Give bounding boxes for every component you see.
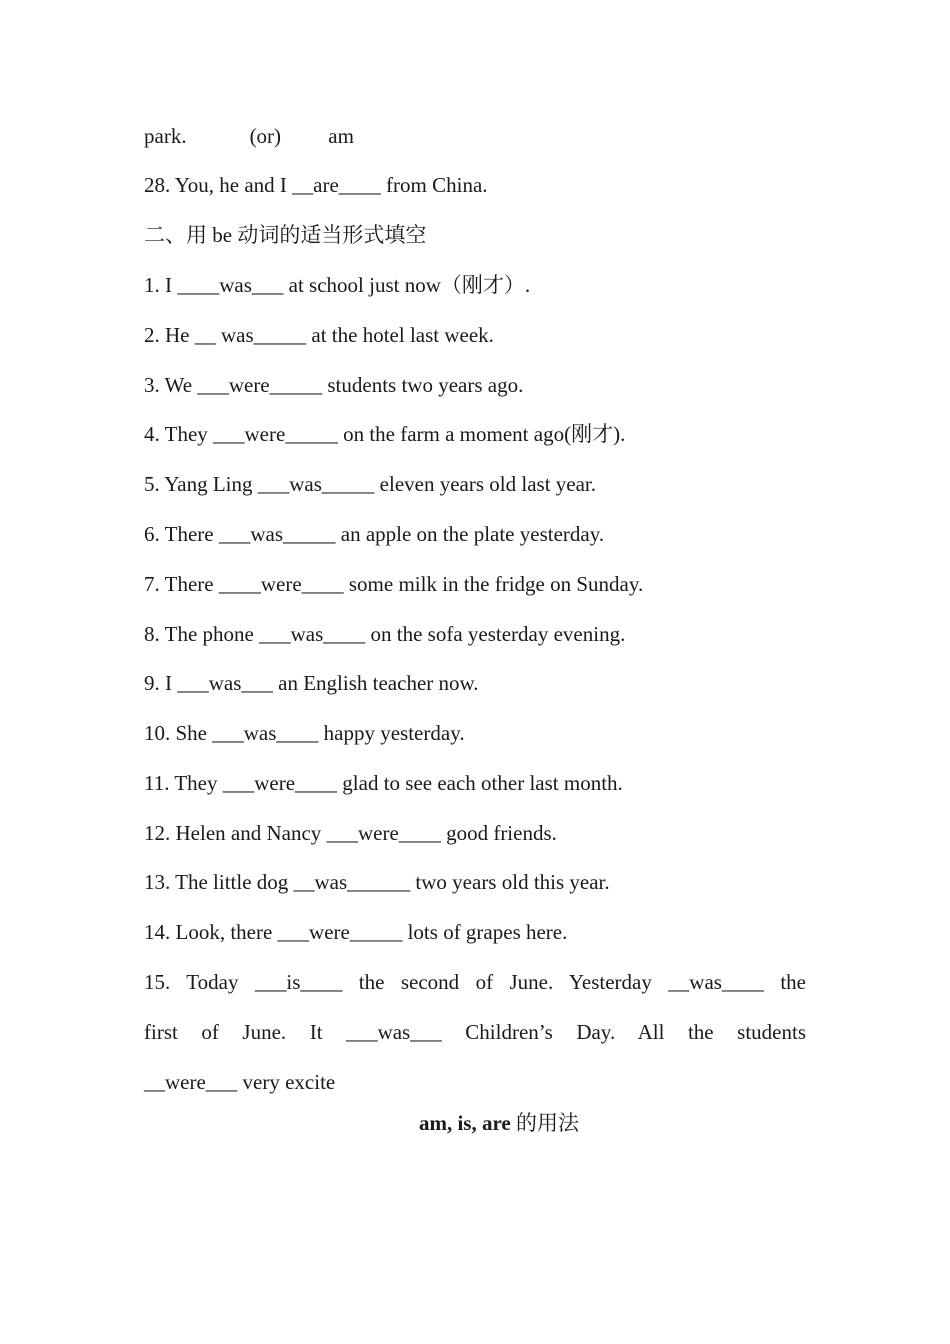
question-5: 5. Yang Ling ___was_____ eleven years old last year. xyxy=(144,472,597,496)
question-15-line-1: 15. Today ___is____ the second of June. Yesterday __was____ the xyxy=(144,970,806,994)
question-4: 4. They ___were_____ on the farm a moment ago(刚才). xyxy=(144,422,626,446)
question-3: 3. We ___were_____ students two years ago. xyxy=(144,373,524,397)
question-14: 14. Look, there ___were_____ lots of grapes here. xyxy=(144,920,568,944)
footer-title-rest: 的用法 xyxy=(510,1111,579,1135)
footer-title-bold: am, is, are xyxy=(418,1111,511,1135)
footer-title xyxy=(0,1109,950,1137)
question-7: 7. There ____were____ some milk in the fridge on Sunday. xyxy=(144,572,644,596)
question-12: 12. Helen and Nancy ___were____ good friends. xyxy=(144,821,557,845)
question-11: 11. They ___were____ glad to see each other last month. xyxy=(144,771,623,795)
text-line: park. (or) am xyxy=(144,124,354,148)
question-10: 10. She ___was____ happy yesterday. xyxy=(144,721,465,745)
question-15-line-3: __were___ very excite xyxy=(144,1070,336,1094)
section-heading: 二、用 be 动词的适当形式填空 xyxy=(144,223,427,247)
question-2: 2. He __ was_____ at the hotel last week. xyxy=(144,323,494,347)
question-1: 1. I ____was___ at school just now（刚才）. xyxy=(144,273,531,297)
question-9: 9. I ___was___ an English teacher now. xyxy=(144,671,479,695)
question-15-line-2: first of June. It ___was___ Children’s Day. All the students xyxy=(144,1020,806,1044)
question-8: 8. The phone ___was____ on the sofa yesterday evening. xyxy=(144,622,626,646)
question-13: 13. The little dog __was______ two years old this year. xyxy=(144,870,610,894)
question-28: 28. You, he and I __are____ from China. xyxy=(144,173,488,197)
question-6: 6. There ___was_____ an apple on the plate yesterday. xyxy=(144,522,605,546)
